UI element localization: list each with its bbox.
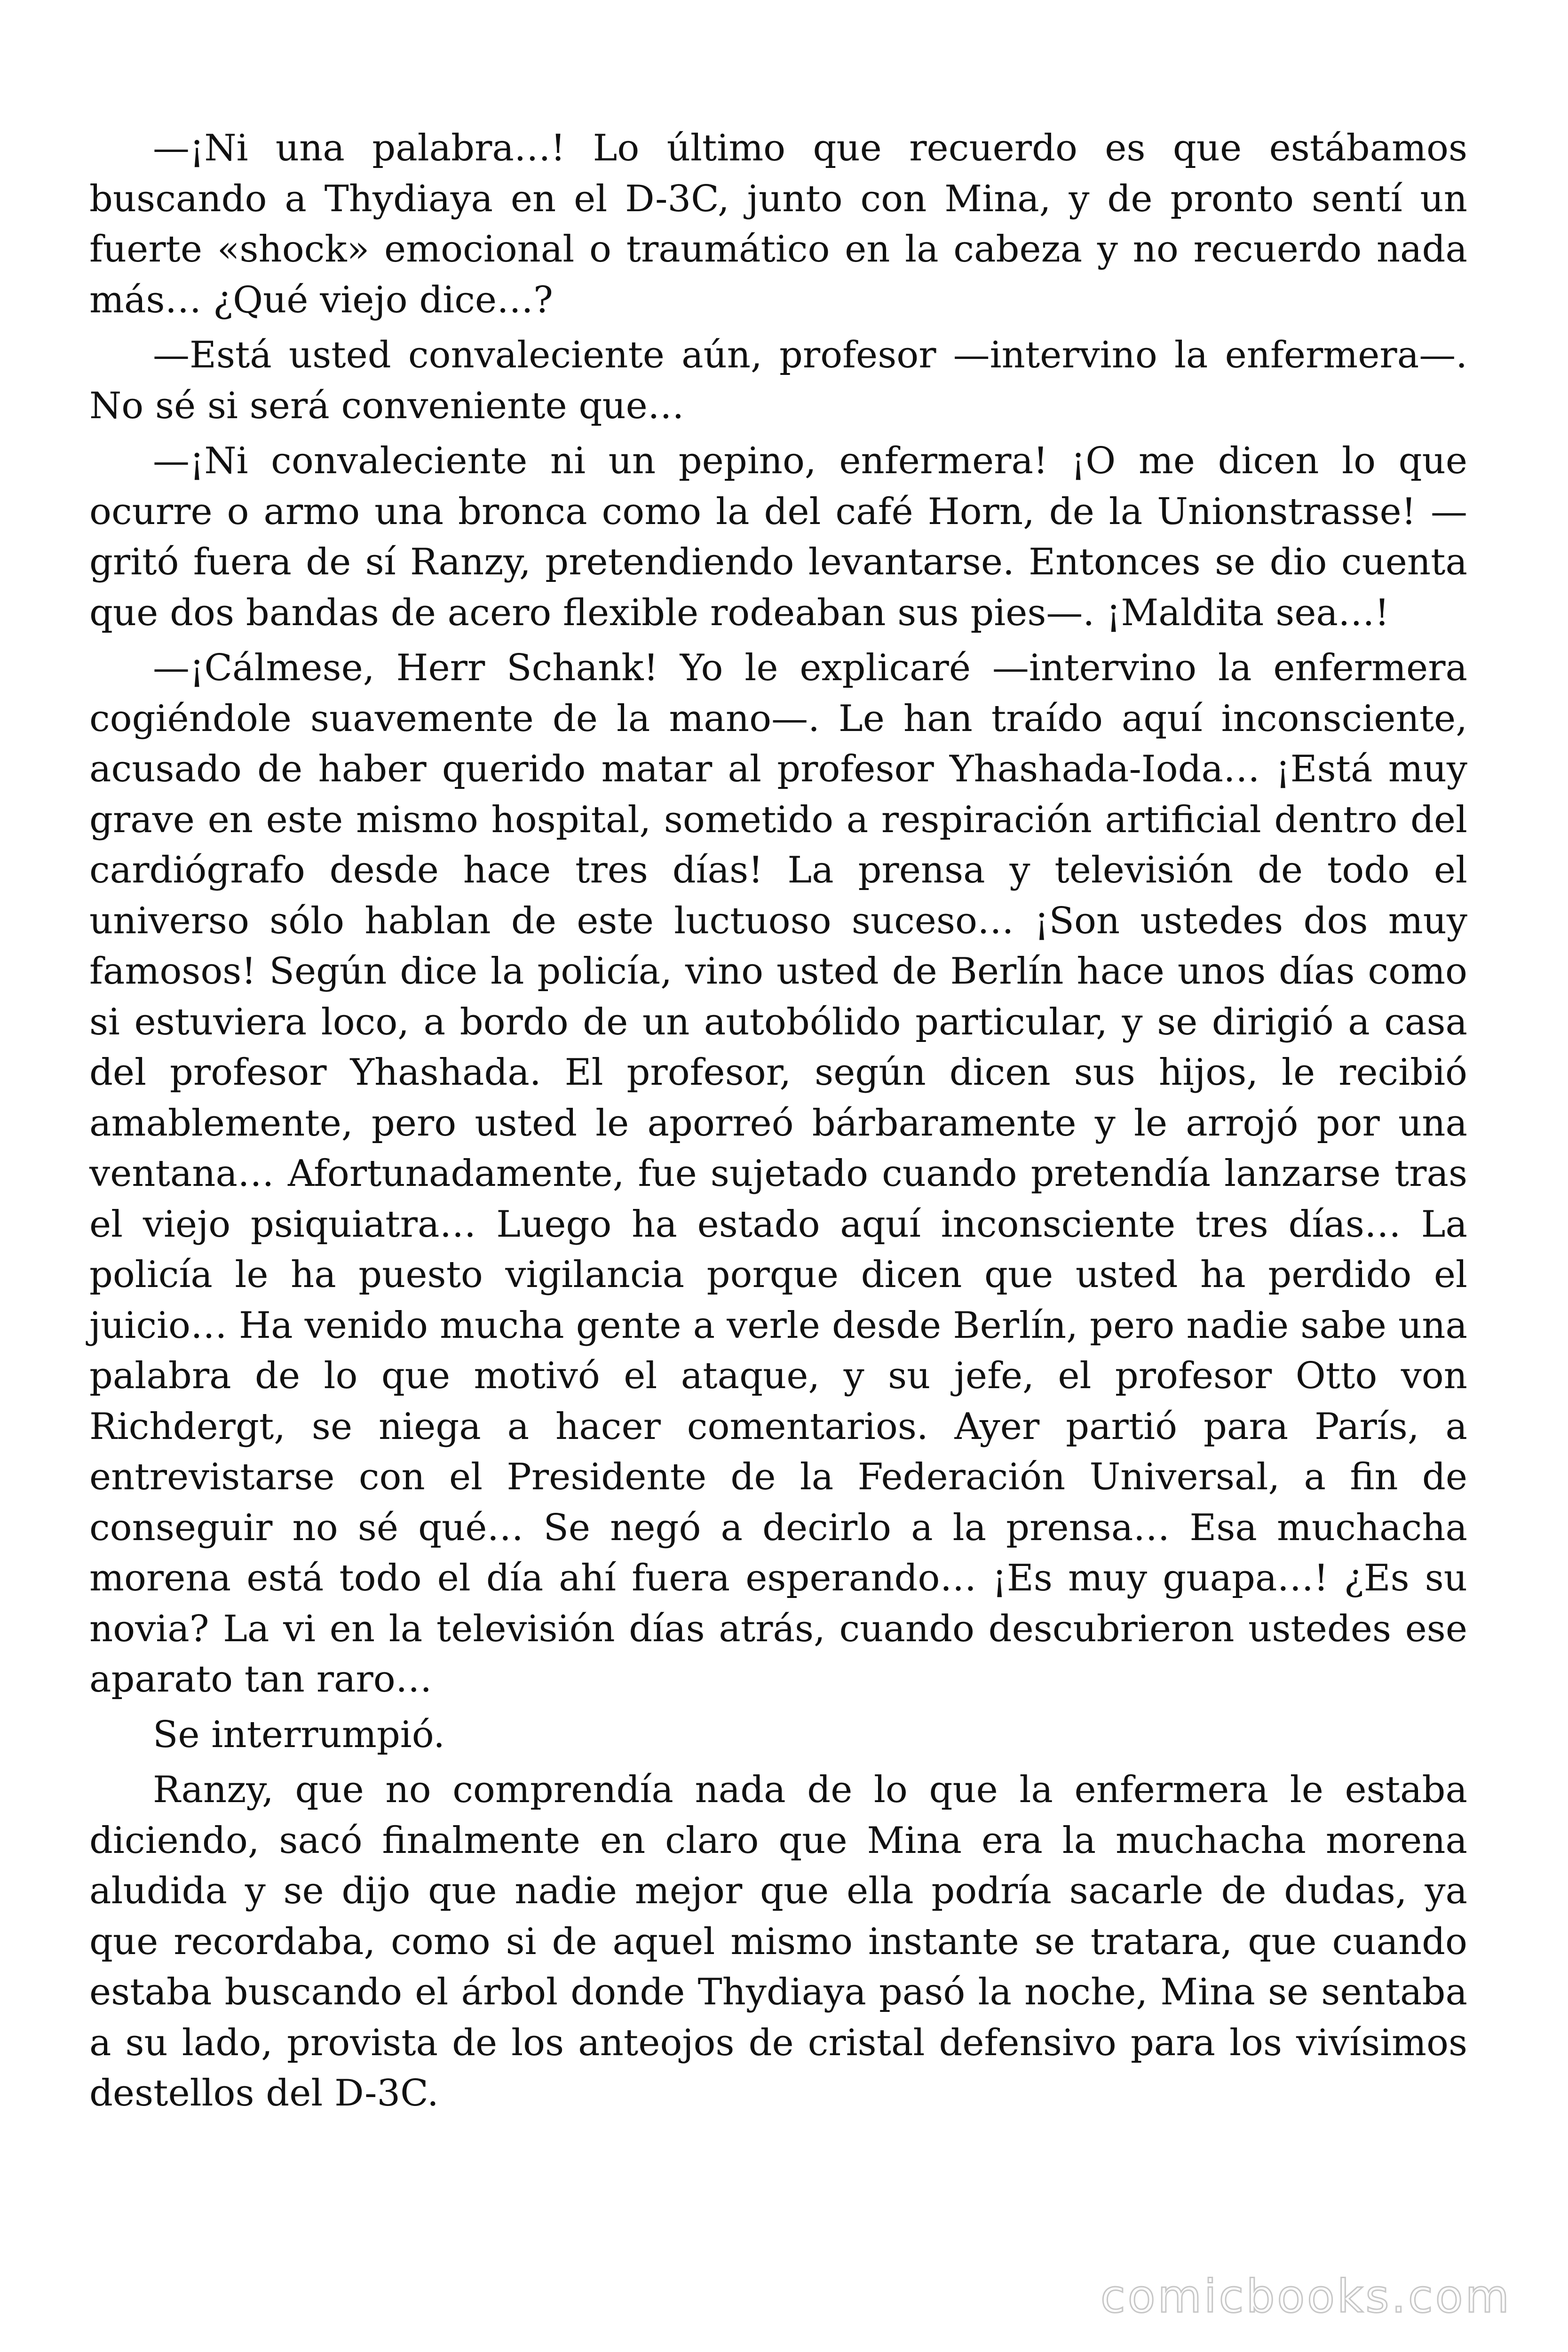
paragraph-1: —¡Ni una palabra…! Lo último que recuerdo es que estábamos buscando a Thydiaya en el D-3C, junto con Mina, y de pronto sentí un fuerte «shock» emocional o traumático en la cabeza y no recuerdo nada más… ¿Qué viejo dice…? <box>89 127 1467 321</box>
body-text <box>89 123 1467 2124</box>
paragraph-2: —Está usted convaleciente aún, profesor —intervino la enfermera—. No sé si será conveniente que… <box>89 334 1467 427</box>
paragraph-6: Ranzy, que no comprendía nada de lo que la enfermera le estaba diciendo, sacó finalmente en claro que Mina era la muchacha morena aludida y se dijo que nadie mejor que ella podría sacarle de dudas, ya que recordaba, como si de aquel mismo instante se tratara, que cuando estaba buscando el árbol donde Thydiaya pasó la noche, Mina se sentaba a su lado, provista de los anteojos de cristal defensivo para los vivísimos destellos del D-3C. <box>89 1769 1467 2114</box>
paragraph-4: —¡Cálmese, Herr Schank! Yo le explicaré —intervino la enfermera cogiéndole suavemente de la mano—. Le han traído aquí inconsciente, acusado de haber querido matar al profesor Yhashada-Ioda… ¡Está muy grave en este mismo hospital, sometido a respiración artificial dentro del cardiógrafo desde hace tres días! La prensa y televisión de todo el universo sólo hablan de este luctuoso suceso… ¡Son ustedes dos muy famosos! Según dice la policía, vino usted de Berlín hace unos días como si estuviera loco, a bordo de un autobólido particular, y se dirigió a casa del profesor Yhashada. El profesor, según dicen sus hijos, le recibió amablemente, pero usted le aporreó bárbaramente y le arrojó por una ventana… Afortunadamente, fue sujetado cuando pretendía lanzarse tras el viejo psiquiatra… Luego ha estado aquí inconsciente tres días… La policía le ha puesto vigilancia porque dicen que usted ha perdido el juicio… Ha venido mucha gente a verle desde Berlín, pero nadie sabe una palabra de lo que motivó el ataque, y su jefe, el profesor Otto von Richdergt, se niega a hacer comentarios. Ayer partió para París, a entrevistarse con el Presidente de la Federación Universal, a fin de conseguir no sé qué… Se negó a decirlo a la prensa… Esa muchacha morena está todo el día ahí fuera esperando… ¡Es muy guapa…! ¿Es su novia? La vi en la televisión días atrás, cuando descubrieron ustedes ese aparato tan raro… <box>89 647 1467 1700</box>
paragraph-5: Se interrumpió. <box>153 1713 445 1756</box>
watermark: comicbooks.com <box>1100 2270 1512 2323</box>
paragraph-3: —¡Ni convaleciente ni un pepino, enfermera! ¡O me dicen lo que ocurre o armo una bronca como la del café Horn, de la Unionstrasse! —gritó fuera de sí Ranzy, pretendiendo levantarse. Entonces se dio cuenta que dos bandas de acero flexible rodeaban sus pies—. ¡Maldita sea…! <box>89 440 1467 634</box>
